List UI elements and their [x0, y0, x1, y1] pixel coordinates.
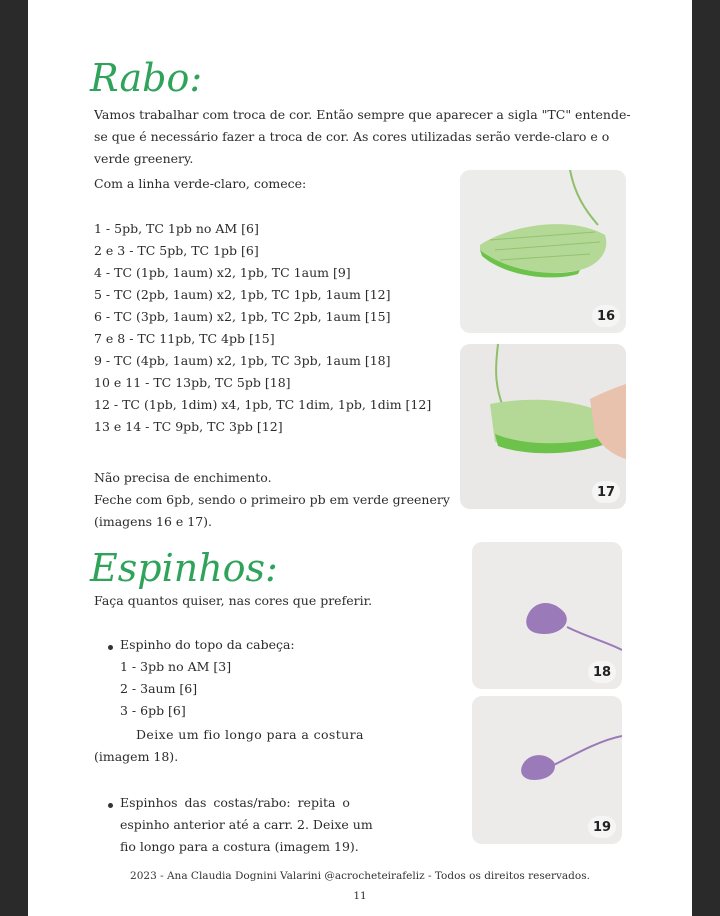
bullet-line: espinho anterior até a carr. 2. Deixe um: [120, 817, 373, 832]
section-title-rabo: Rabo:: [90, 56, 203, 100]
bullet-line: fio longo para a costura (imagem 19).: [120, 839, 359, 854]
bullet-dot: [108, 803, 113, 808]
espinho-note-ref: (imagem 18).: [94, 749, 179, 764]
pattern-row: 9 - TC (4pb, 1aum) x2, 1pb, TC 3pb, 1aum [18]: [94, 353, 391, 368]
rabo-rows: [94, 218, 431, 438]
spine-row: 1 - 3pb no AM [3]: [120, 659, 232, 674]
bullet-title: Espinho do topo da cabeça:: [120, 637, 295, 652]
image-number-badge: 18: [588, 661, 616, 683]
section-title-espinhos: Espinhos:: [90, 546, 278, 590]
spine-row: 2 - 3aum [6]: [120, 681, 198, 696]
photo-16: [460, 170, 626, 333]
rabo-intro: [94, 104, 631, 170]
pattern-row: 2 e 3 - TC 5pb, TC 1pb [6]: [94, 243, 259, 258]
rabo-closing: [94, 467, 450, 533]
photo-18: [472, 542, 622, 689]
image-number-badge: 17: [592, 481, 620, 503]
bullet-dot: [108, 645, 113, 650]
pattern-row: 6 - TC (3pb, 1aum) x2, 1pb, TC 2pb, 1aum [15]: [94, 309, 391, 324]
espinho-topo: [120, 634, 295, 722]
rabo-intro-line: verde greenery.: [94, 151, 194, 166]
espinho-note: Deixe um fio longo para a costura: [136, 727, 364, 742]
photo-19: [472, 696, 622, 844]
espinho-costas: [120, 792, 373, 858]
closing-line: (imagens 16 e 17).: [94, 514, 213, 529]
rabo-intro-line: se que é necessário fazer a troca de cor. As cores utilizadas serão verde-claro e o: [94, 129, 610, 144]
closing-line: Feche com 6pb, sendo o primeiro pb em verde greenery: [94, 492, 450, 507]
pattern-row: 13 e 14 - TC 9pb, TC 3pb [12]: [94, 419, 283, 434]
pattern-row: 1 - 5pb, TC 1pb no AM [6]: [94, 221, 259, 236]
rabo-intro-line: Vamos trabalhar com troca de cor. Então sempre que aparecer a sigla "TC" entende-: [94, 107, 631, 122]
photo-17: [460, 344, 626, 509]
pattern-row: 7 e 8 - TC 11pb, TC 4pb [15]: [94, 331, 275, 346]
espinhos-intro: Faça quantos quiser, nas cores que preferir.: [94, 593, 373, 608]
pattern-row: 10 e 11 - TC 13pb, TC 5pb [18]: [94, 375, 291, 390]
footer-credit: 2023 - Ana Claudia Dognini Valarini @acrocheteirafeliz - Todos os direitos reservados.: [130, 870, 590, 882]
rabo-start: Com a linha verde-claro, comece:: [94, 176, 307, 191]
page-number: 11: [353, 890, 367, 902]
spine-row: 3 - 6pb [6]: [120, 703, 186, 718]
closing-line: Não precisa de enchimento.: [94, 470, 272, 485]
pattern-row: 4 - TC (1pb, 1aum) x2, 1pb, TC 1aum [9]: [94, 265, 351, 280]
image-number-badge: 16: [592, 305, 620, 327]
pattern-row: 12 - TC (1pb, 1dim) x4, 1pb, TC 1dim, 1pb, 1dim [12]: [94, 397, 432, 412]
document-page: [28, 0, 692, 916]
image-number-badge: 19: [588, 816, 616, 838]
pattern-row: 5 - TC (2pb, 1aum) x2, 1pb, TC 1pb, 1aum [12]: [94, 287, 391, 302]
bullet-line: Espinhos das costas/rabo: repita o: [120, 795, 350, 810]
